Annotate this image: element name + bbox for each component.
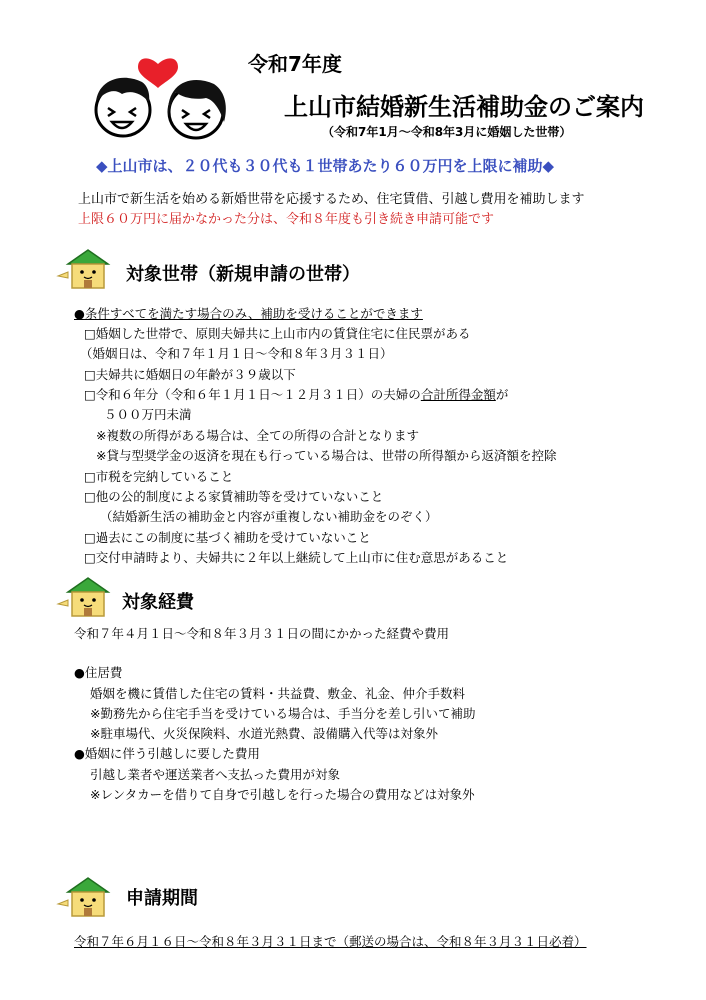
list-item: （婚姻日は、令和７年１月１日～令和８年３月３１日）: [80, 346, 393, 361]
list-item: ※勤務先から住宅手当を受けている場合は、手当分を差し引いて補助: [90, 706, 476, 721]
house-mascot-icon: [54, 246, 112, 292]
list-item: □婚姻した世帯で、原則夫婦共に上山市内の賃貸住宅に住民票がある: [84, 326, 471, 341]
list-item: 婚姻を機に賃借した住宅の賃料・共益費、敷金、礼金、仲介手数料: [90, 686, 466, 701]
couple-icon: [78, 42, 238, 142]
list-item: ※貸与型奨学金の返済を現在も行っている場合は、世帯の所得額から返済額を控除: [96, 448, 557, 463]
eligible-lead-text: ●条件すべてを満たす場合のみ、補助を受けることができます: [74, 306, 423, 321]
list-item: （結婚新生活の補助金と内容が重複しない補助金をのぞく）: [100, 509, 438, 524]
list-item: ※レンタカーを借りて自身で引越しを行った場合の費用などは対象外: [90, 787, 475, 802]
eligible-lead: [74, 304, 423, 324]
heart-icon: [138, 58, 178, 88]
list-item: ※駐車場代、火災保険料、水道光熱費、設備購入代等は対象外: [90, 726, 438, 741]
list-item: ５００万円未満: [104, 407, 192, 422]
house-mascot-icon: [54, 874, 112, 920]
list-item: ●住居費: [74, 665, 123, 680]
list-item: □夫婦共に婚姻日の年齢が３９歳以下: [84, 367, 296, 382]
section-heading-eligible: 対象世帯（新規申請の世帯）: [126, 264, 360, 285]
page-title: 上山市結婚新生活補助金のご案内: [284, 93, 644, 121]
page-subtitle: （令和7年1月～令和8年3月に婚姻した世帯）: [322, 125, 572, 139]
list-item: [84, 385, 508, 405]
list-item: ※複数の所得がある場合は、全ての所得の合計となります: [96, 428, 419, 443]
intro-note: 上限６０万円に届かなかった分は、令和８年度も引き続き申請可能です: [78, 212, 495, 227]
house-mascot-icon: [54, 574, 112, 620]
income-condition-text: □令和６年分（令和６年１月１日～１２月３１日）の夫婦の: [84, 387, 421, 402]
list-item: □交付申請時より、夫婦共に２年以上継続して上山市に住む意思があること: [84, 550, 509, 565]
list-item: □市税を完納していること: [84, 469, 234, 484]
expense-period: 令和７年４月１日～令和８年３月３１日の間にかかった経費や費用: [74, 626, 450, 641]
list-item: □過去にこの制度に基づく補助を受けていないこと: [84, 530, 371, 545]
boy-face-icon: [96, 78, 150, 136]
list-item: □他の公的制度による家賃補助等を受けていないこと: [84, 489, 384, 504]
income-term: 合計所得金額: [420, 387, 496, 402]
list-item: ●婚姻に伴う引越しに要した費用: [74, 746, 260, 761]
income-particle: が: [495, 387, 509, 402]
application-period-text: 令和７年６月１６日～令和８年３月３１日まで（郵送の場合は、令和８年３月３１日必着）: [74, 934, 587, 949]
girl-face-icon: [168, 80, 226, 138]
highlight-banner: ◆上山市は、２０代も３０代も１世帯あたり６０万円を上限に補助◆: [96, 157, 555, 175]
page-year: 令和7年度: [248, 52, 342, 76]
section-heading-period: 申請期間: [126, 888, 198, 909]
intro-text: 上山市で新生活を始める新婚世帯を応援するため、住宅賃借、引越し費用を補助します: [78, 192, 585, 207]
section-heading-expenses: 対象経費: [122, 592, 194, 613]
list-item: 引越し業者や運送業者へ支払った費用が対象: [90, 767, 341, 782]
